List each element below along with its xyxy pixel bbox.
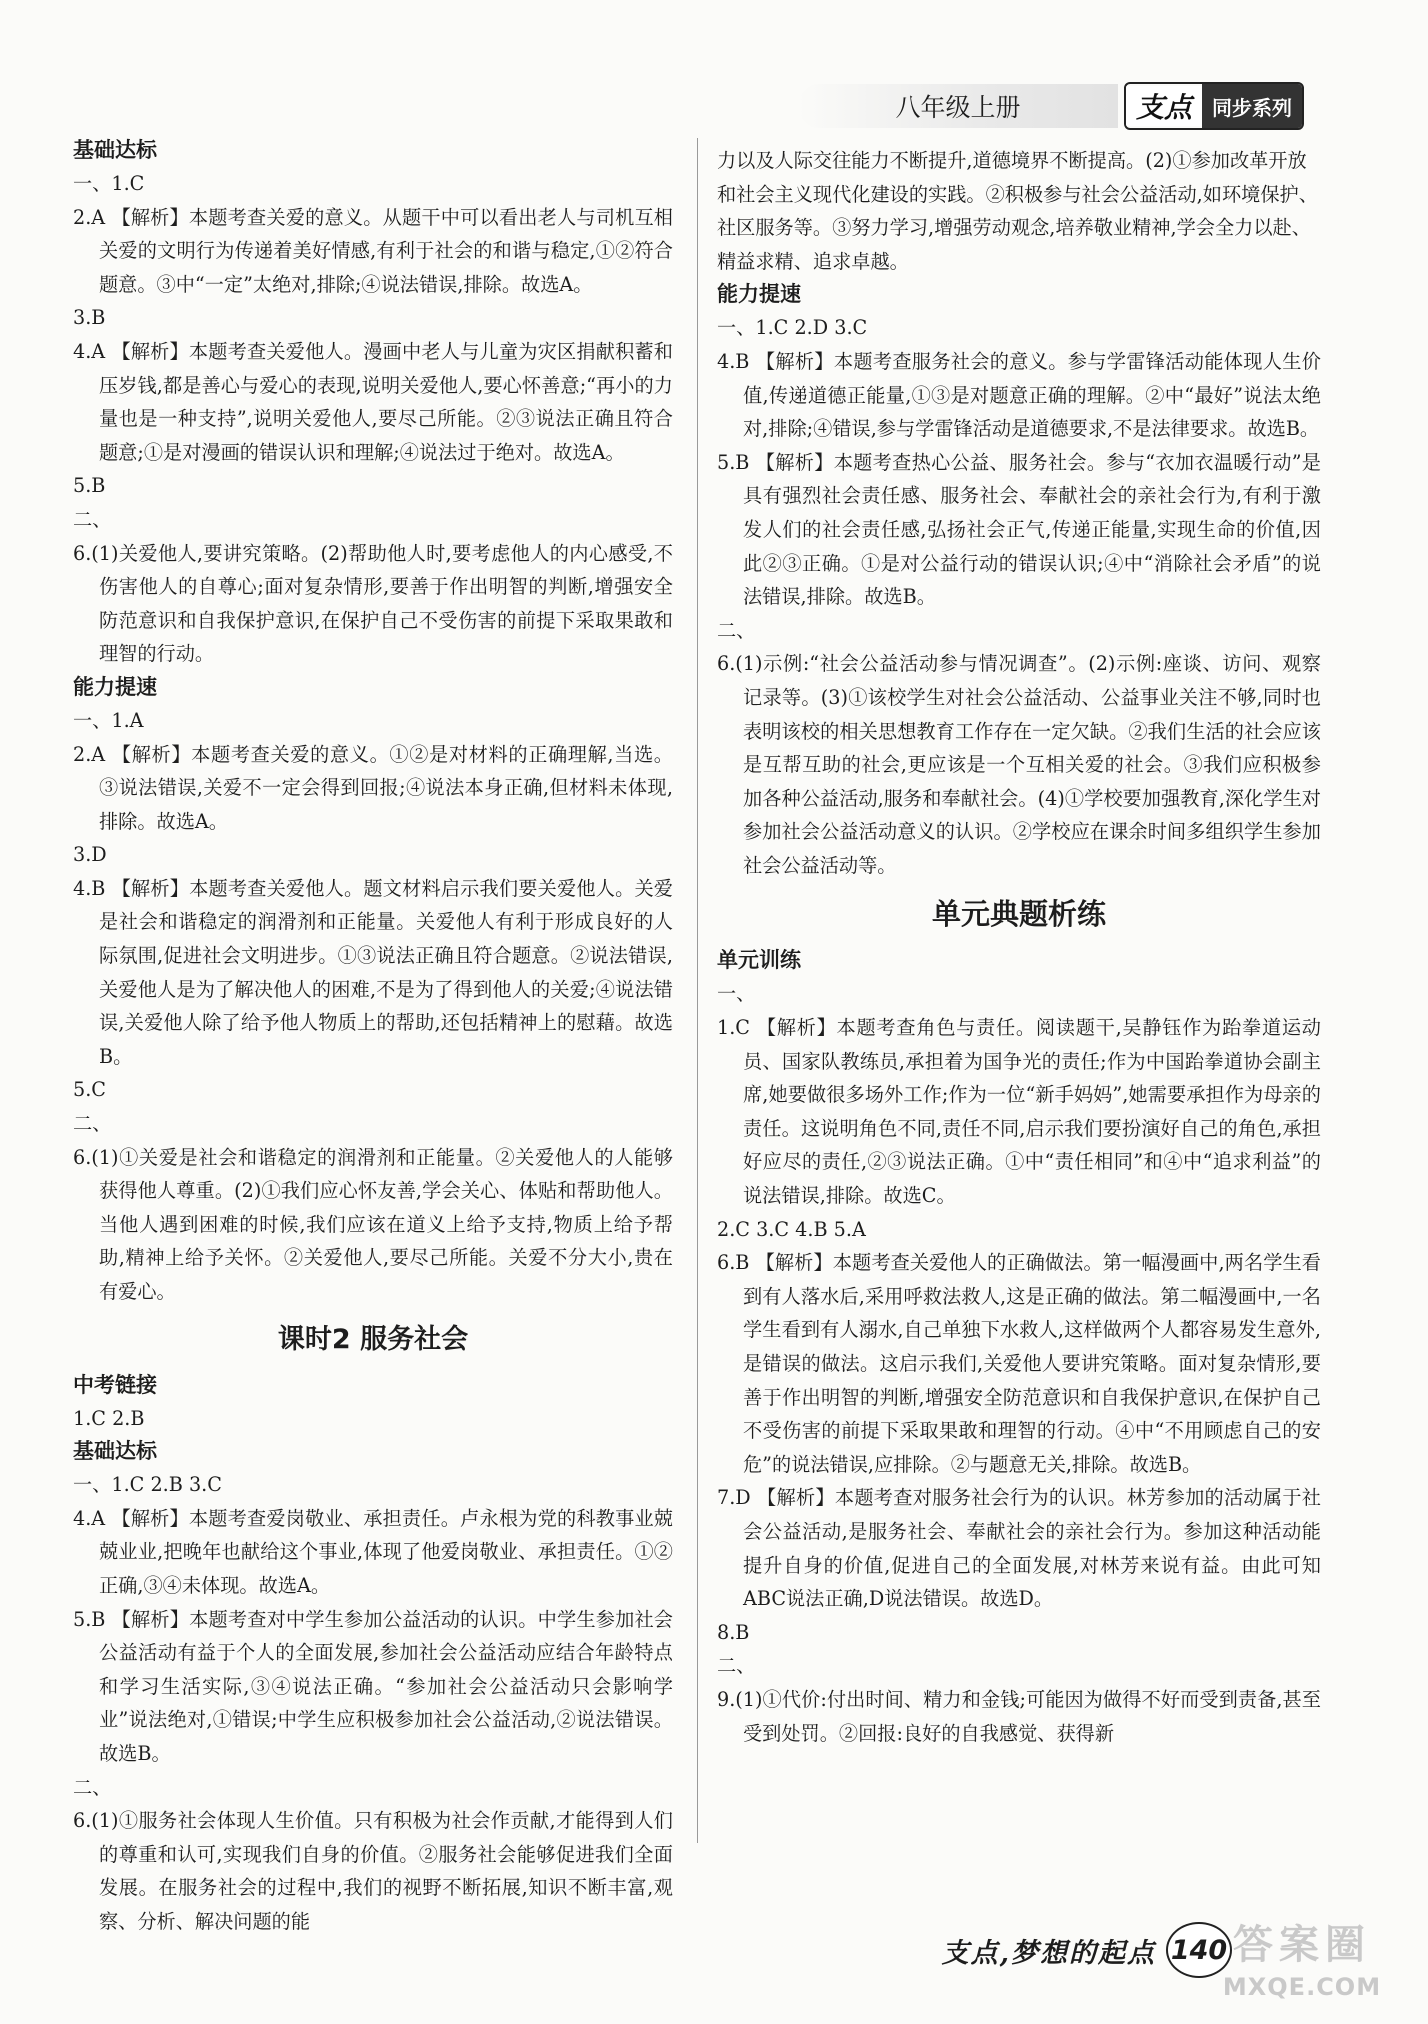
lesson-title: 单元典题析练 (931, 897, 1106, 932)
answer-line: 1.C 2.B (73, 1406, 145, 1430)
answer-line: 二、 (73, 1112, 112, 1136)
watermark (1182, 1918, 1422, 2018)
left-column (73, 134, 673, 1939)
answer-item: 6.(1)示例:“社会公益活动参与情况调查”。(2)示例:座谈、访问、观察记录等。(3)①该校学生对社会公益活动、公益事业关注不够,同时也表明该校的相关思想教育工作存在一定欠缺。②我们生活的社会应该是互帮互助的社会,更应该是一个互相关爱的社会。③我们应积极参加各种公益活动,服务和奉献社会。(4)①学校要加强教育,深化学生对参加社会公益活动意义的认识。②学校应在课余时间多组织学生参加社会公益活动等。 (717, 652, 1321, 877)
answer-line: 5.C (73, 1078, 106, 1102)
answer-item: 4.B 【解析】本题考查服务社会的意义。参与学雷锋活动能体现人生价值,传递道德正能量,①③是对题意正确的理解。②中“最好”说法太绝对,排除;④错误,参与学雷锋活动是道德要求,不是法律要求。故选B。 (717, 349, 1321, 441)
answer-line: 2.C 3.C 4.B 5.A (717, 1217, 866, 1241)
answer-line: 二、 (717, 1654, 756, 1678)
page-header (798, 84, 1304, 128)
section-heading: 基础达标 (73, 1439, 157, 1464)
answer-item: 6.(1)关爱他人,要讲究策略。(2)帮助他人时,要考虑他人的内心感受,不伤害他人的自尊心;面对复杂情形,要善于作出明智的判断,增强安全防范意识和自我保护意识,在保护自己不受伤害的前提下采取果敢和理智的行动。 (73, 541, 673, 666)
answer-item: 7.D 【解析】本题考查对服务社会行为的认识。林芳参加的活动属于社会公益活动,是服务社会、奉献社会的亲社会行为。参加这种活动能提升自身的价值,促进自己的全面发展,对林芳来说有益。由此可知ABC说法正确,D说法错误。故选D。 (717, 1486, 1321, 1611)
answer-line: 3.D (73, 843, 107, 867)
footer-slogan: 支点,梦想的起点 (941, 1937, 1156, 1969)
answer-item: 5.B 【解析】本题考查对中学生参加公益活动的认识。中学生参加社会公益活动有益于个人的全面发展,参加社会公益活动应结合年龄特点和学习生活实际,③④说法正确。“参加社会公益活动只会影响学业”说法绝对,①错误;中学生应积极参加社会公益活动,②说法错误。故选B。 (73, 1607, 673, 1765)
answer-line: 二、 (73, 1775, 112, 1799)
watermark-url: MXQE.COM (1222, 1973, 1382, 2001)
answer-item: 6.(1)①关爱是社会和谐稳定的润滑剂和正能量。②关爱他人的人能够获得他人尊重。(2)①我们应心怀友善,学会关心、体贴和帮助他人。当他人遇到困难的时候,我们应该在道义上给予支持,物质上给予帮助,精神上给予关怀。②关爱他人,要尽己所能。关爱不分大小,贵在有爱心。 (73, 1145, 673, 1303)
answer-line: 8.B (717, 1620, 750, 1644)
page-number: 140 (1166, 1922, 1232, 1978)
brand-logo: 支点 (1126, 86, 1202, 126)
section-heading: 能力提速 (73, 674, 157, 699)
brand-badge (1124, 82, 1304, 130)
answer-line: 力以及人际交往能力不断提升,道德境界不断提高。(2)①参加改革开放和社会主义现代化建设的实践。②积极参与社会公益活动,如环境保护、社区服务等。③努力学习,增强劳动观念,培养敬业精神,学会全力以赴、精益求精、追求卓越。 (717, 149, 1318, 273)
answer-item: 2.A 【解析】本题考查关爱的意义。从题干中可以看出老人与司机互相关爱的文明行为传递着美好情感,有利于社会的和谐与稳定,①②符合题意。③中“一定”太绝对,排除;④说法错误,排除。故选A。 (73, 205, 673, 296)
answer-line: 一、1.C (73, 172, 145, 195)
section-heading: 能力提速 (717, 282, 801, 307)
answer-line: 一、1.C 2.D 3.C (717, 316, 868, 340)
answer-line: 一、1.C 2.B 3.C (73, 1473, 222, 1497)
column-divider (697, 138, 698, 1843)
brand-series: 同步系列 (1202, 84, 1302, 128)
section-heading: 单元训练 (717, 948, 801, 973)
right-column (717, 144, 1321, 1750)
answer-item: 4.B 【解析】本题考查关爱他人。题文材料启示我们要关爱他人。关爱是社会和谐稳定的润滑剂和正能量。关爱他人有利于形成良好的人际氛围,促进社会文明进步。①③说法正确且符合题意。②说法错误,关爱他人是为了解决他人的困难,不是为了得到他人的关爱;④说法错误,关爱他人除了给予他人物质上的帮助,还包括精神上的慰藉。故选B。 (73, 876, 673, 1068)
answer-item: 9.(1)①代价:付出时间、精力和金钱;可能因为做得不好而受到责备,甚至受到处罚。②回报:良好的自我感觉、获得新 (717, 1687, 1321, 1745)
answer-item: 4.A 【解析】本题考查爱岗敬业、承担责任。卢永根为党的科教事业兢兢业业,把晚年也献给这个事业,体现了他爱岗敬业、承担责任。①②正确,③④未体现。故选A。 (73, 1506, 673, 1597)
answer-item: 2.A 【解析】本题考查关爱的意义。①②是对材料的正确理解,当选。③说法错误,关爱不一定会得到回报;④说法本身正确,但材料未体现,排除。故选A。 (73, 742, 673, 833)
answer-line: 一、 (717, 982, 756, 1006)
answer-item: 6.B 【解析】本题考查关爱他人的正确做法。第一幅漫画中,两名学生看到有人落水后,采用呼救法救人,这是正确的做法。第二幅漫画中,一名学生看到有人溺水,自己单独下水救人,这样做两个人都容易发生意外,是错误的做法。这启示我们,关爱他人要讲究策略。面对复杂情形,要善于作出明智的判断,增强安全防范意识和自我保护意识,在保护自己不受伤害的前提下采取果敢和理智的行动。④中“不用顾虑自己的安危”的说法错误,应排除。②与题意无关,排除。故选B。 (717, 1251, 1321, 1476)
section-heading: 中考链接 (73, 1372, 157, 1397)
watermark-title: 答案圈 (1233, 1922, 1371, 1968)
answer-line: 3.B (73, 306, 106, 330)
answer-line: 二、 (717, 618, 756, 642)
answer-item: 4.A 【解析】本题考查关爱他人。漫画中老人与儿童为灾区捐献积蓄和压岁钱,都是善心与爱心的表现,说明关爱他人,要心怀善意;“再小的力量也是一种支持”,说明关爱他人,要尽己所能。②③说法正确且符合题意;①是对漫画的错误认识和理解;④说法过于绝对。故选A。 (73, 339, 673, 464)
answer-item: 1.C 【解析】本题考查角色与责任。阅读题干,吴静钰作为跆拳道运动员、国家队教练员,承担着为国争光的责任;作为中国跆拳道协会副主席,她要做很多场外工作;作为一位“新手妈妈”,她需要承担作为母亲的责任。这说明角色不同,责任不同,启示我们要扮演好自己的角色,承担好应尽的责任,②③说法正确。①中“责任相同”和④中“追求利益”的说法错误,排除。故选C。 (717, 1016, 1321, 1208)
answer-item: 6.(1)①服务社会体现人生价值。只有积极为社会作贡献,才能得到人们的尊重和认可,实现我们自身的价值。②服务社会能够促进我们全面发展。在服务社会的过程中,我们的视野不断拓展,知识不断丰富,观察、分析、解决问题的能 (73, 1809, 673, 1933)
grade-label: 八年级上册 (798, 84, 1118, 128)
answer-line: 二、 (73, 507, 112, 531)
section-heading: 基础达标 (73, 138, 157, 162)
answer-line: 5.B (73, 474, 106, 498)
lesson-title: 课时2 服务社会 (277, 1323, 469, 1355)
answer-line: 一、1.A (73, 708, 144, 732)
answer-item: 5.B 【解析】本题考查热心公益、服务社会。参与“衣加衣温暖行动”是具有强烈社会责任感、服务社会、奉献社会的亲社会行为,有利于激发人们的社会责任感,弘扬社会正气,传递正能量,实现生命的价值,因此②③正确。①是对公益行动的错误认识;④中“消除社会矛盾”的说法错误,排除。故选B。 (717, 450, 1321, 609)
